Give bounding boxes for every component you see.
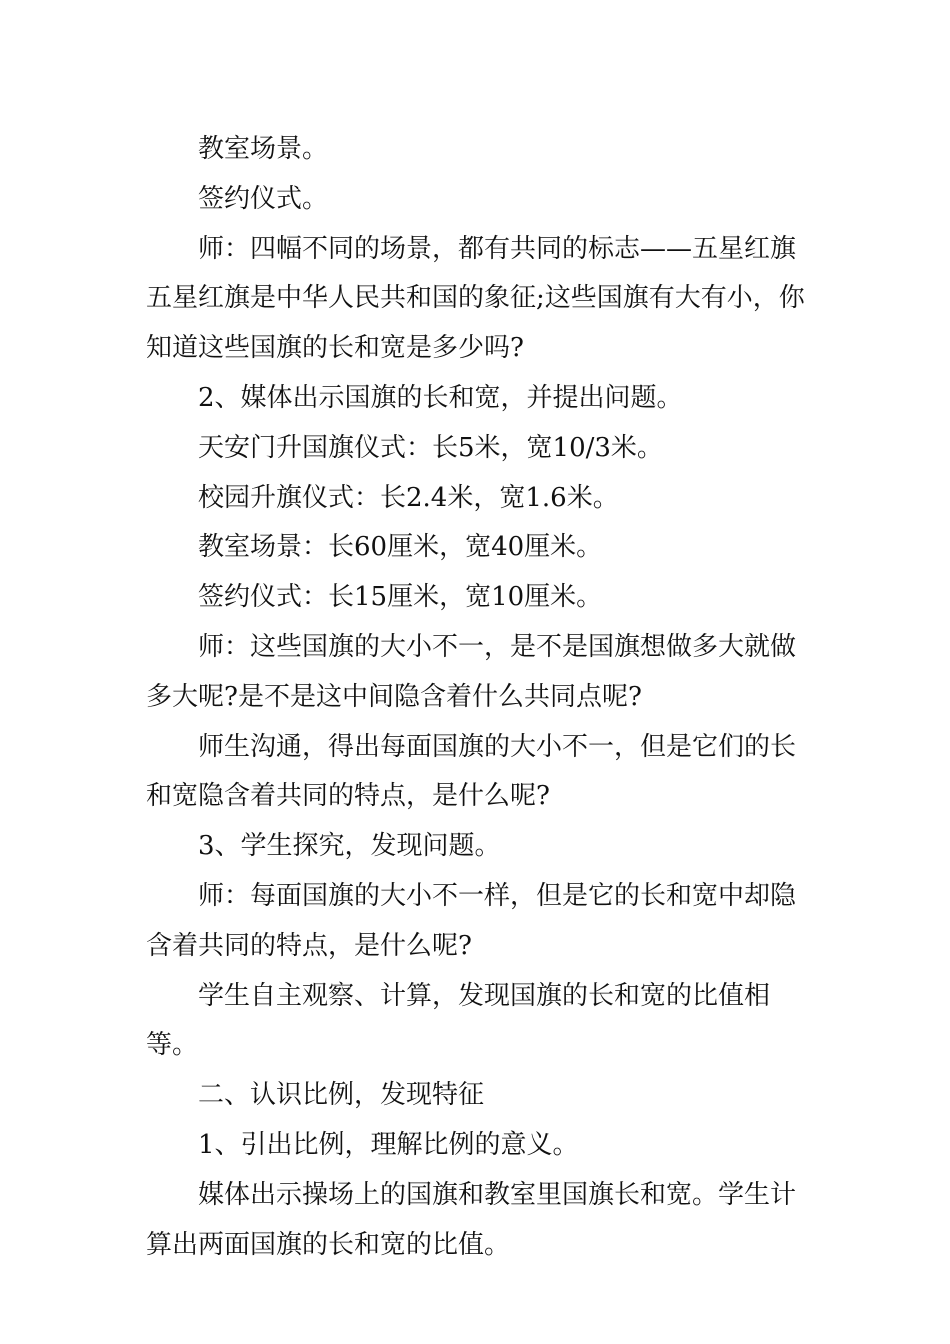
paragraph: 师：四幅不同的场景，都有共同的标志——五星红旗五星红旗是中华人民共和国的象征;这些国旗有大有小，你知道这些国旗的长和宽是多少吗? (146, 233, 805, 364)
paragraph: 媒体出示操场上的国旗和教室里国旗长和宽。学生计算出两面国旗的长和宽的比值。 (146, 1179, 797, 1260)
paragraph: 师生沟通，得出每面国旗的大小不一，但是它们的长和宽隐含着共同的特点，是什么呢? (146, 731, 797, 812)
paragraph: 签约仪式。 (198, 183, 329, 214)
paragraph: 天安门升国旗仪式：长5米，宽10/3米。 (198, 432, 663, 463)
paragraph: 2、媒体出示国旗的长和宽，并提出问题。 (198, 382, 683, 413)
paragraph: 签约仪式：长15厘米，宽10厘米。 (198, 582, 603, 613)
paragraph: 3、学生探究，发现问题。 (198, 831, 501, 862)
paragraph: 1、引出比例，理解比例的意义。 (198, 1129, 579, 1160)
paragraph: 学生自主观察、计算，发现国旗的长和宽的比值相等。 (146, 980, 771, 1061)
section-heading: 二、认识比例，发现特征 (198, 1080, 485, 1111)
document-body (146, 125, 808, 1270)
paragraph: 校园升旗仪式：长2.4米，宽1.6米。 (198, 482, 619, 513)
paragraph: 师：这些国旗的大小不一，是不是国旗想做多大就做多大呢?是不是这中间隐含着什么共同点呢? (146, 631, 797, 712)
paragraph: 教室场景：长60厘米，宽40厘米。 (198, 532, 603, 563)
paragraph: 教室场景。 (198, 134, 329, 164)
paragraph: 师：每面国旗的大小不一样，但是它的长和宽中却隐含着共同的特点，是什么呢? (146, 880, 797, 961)
